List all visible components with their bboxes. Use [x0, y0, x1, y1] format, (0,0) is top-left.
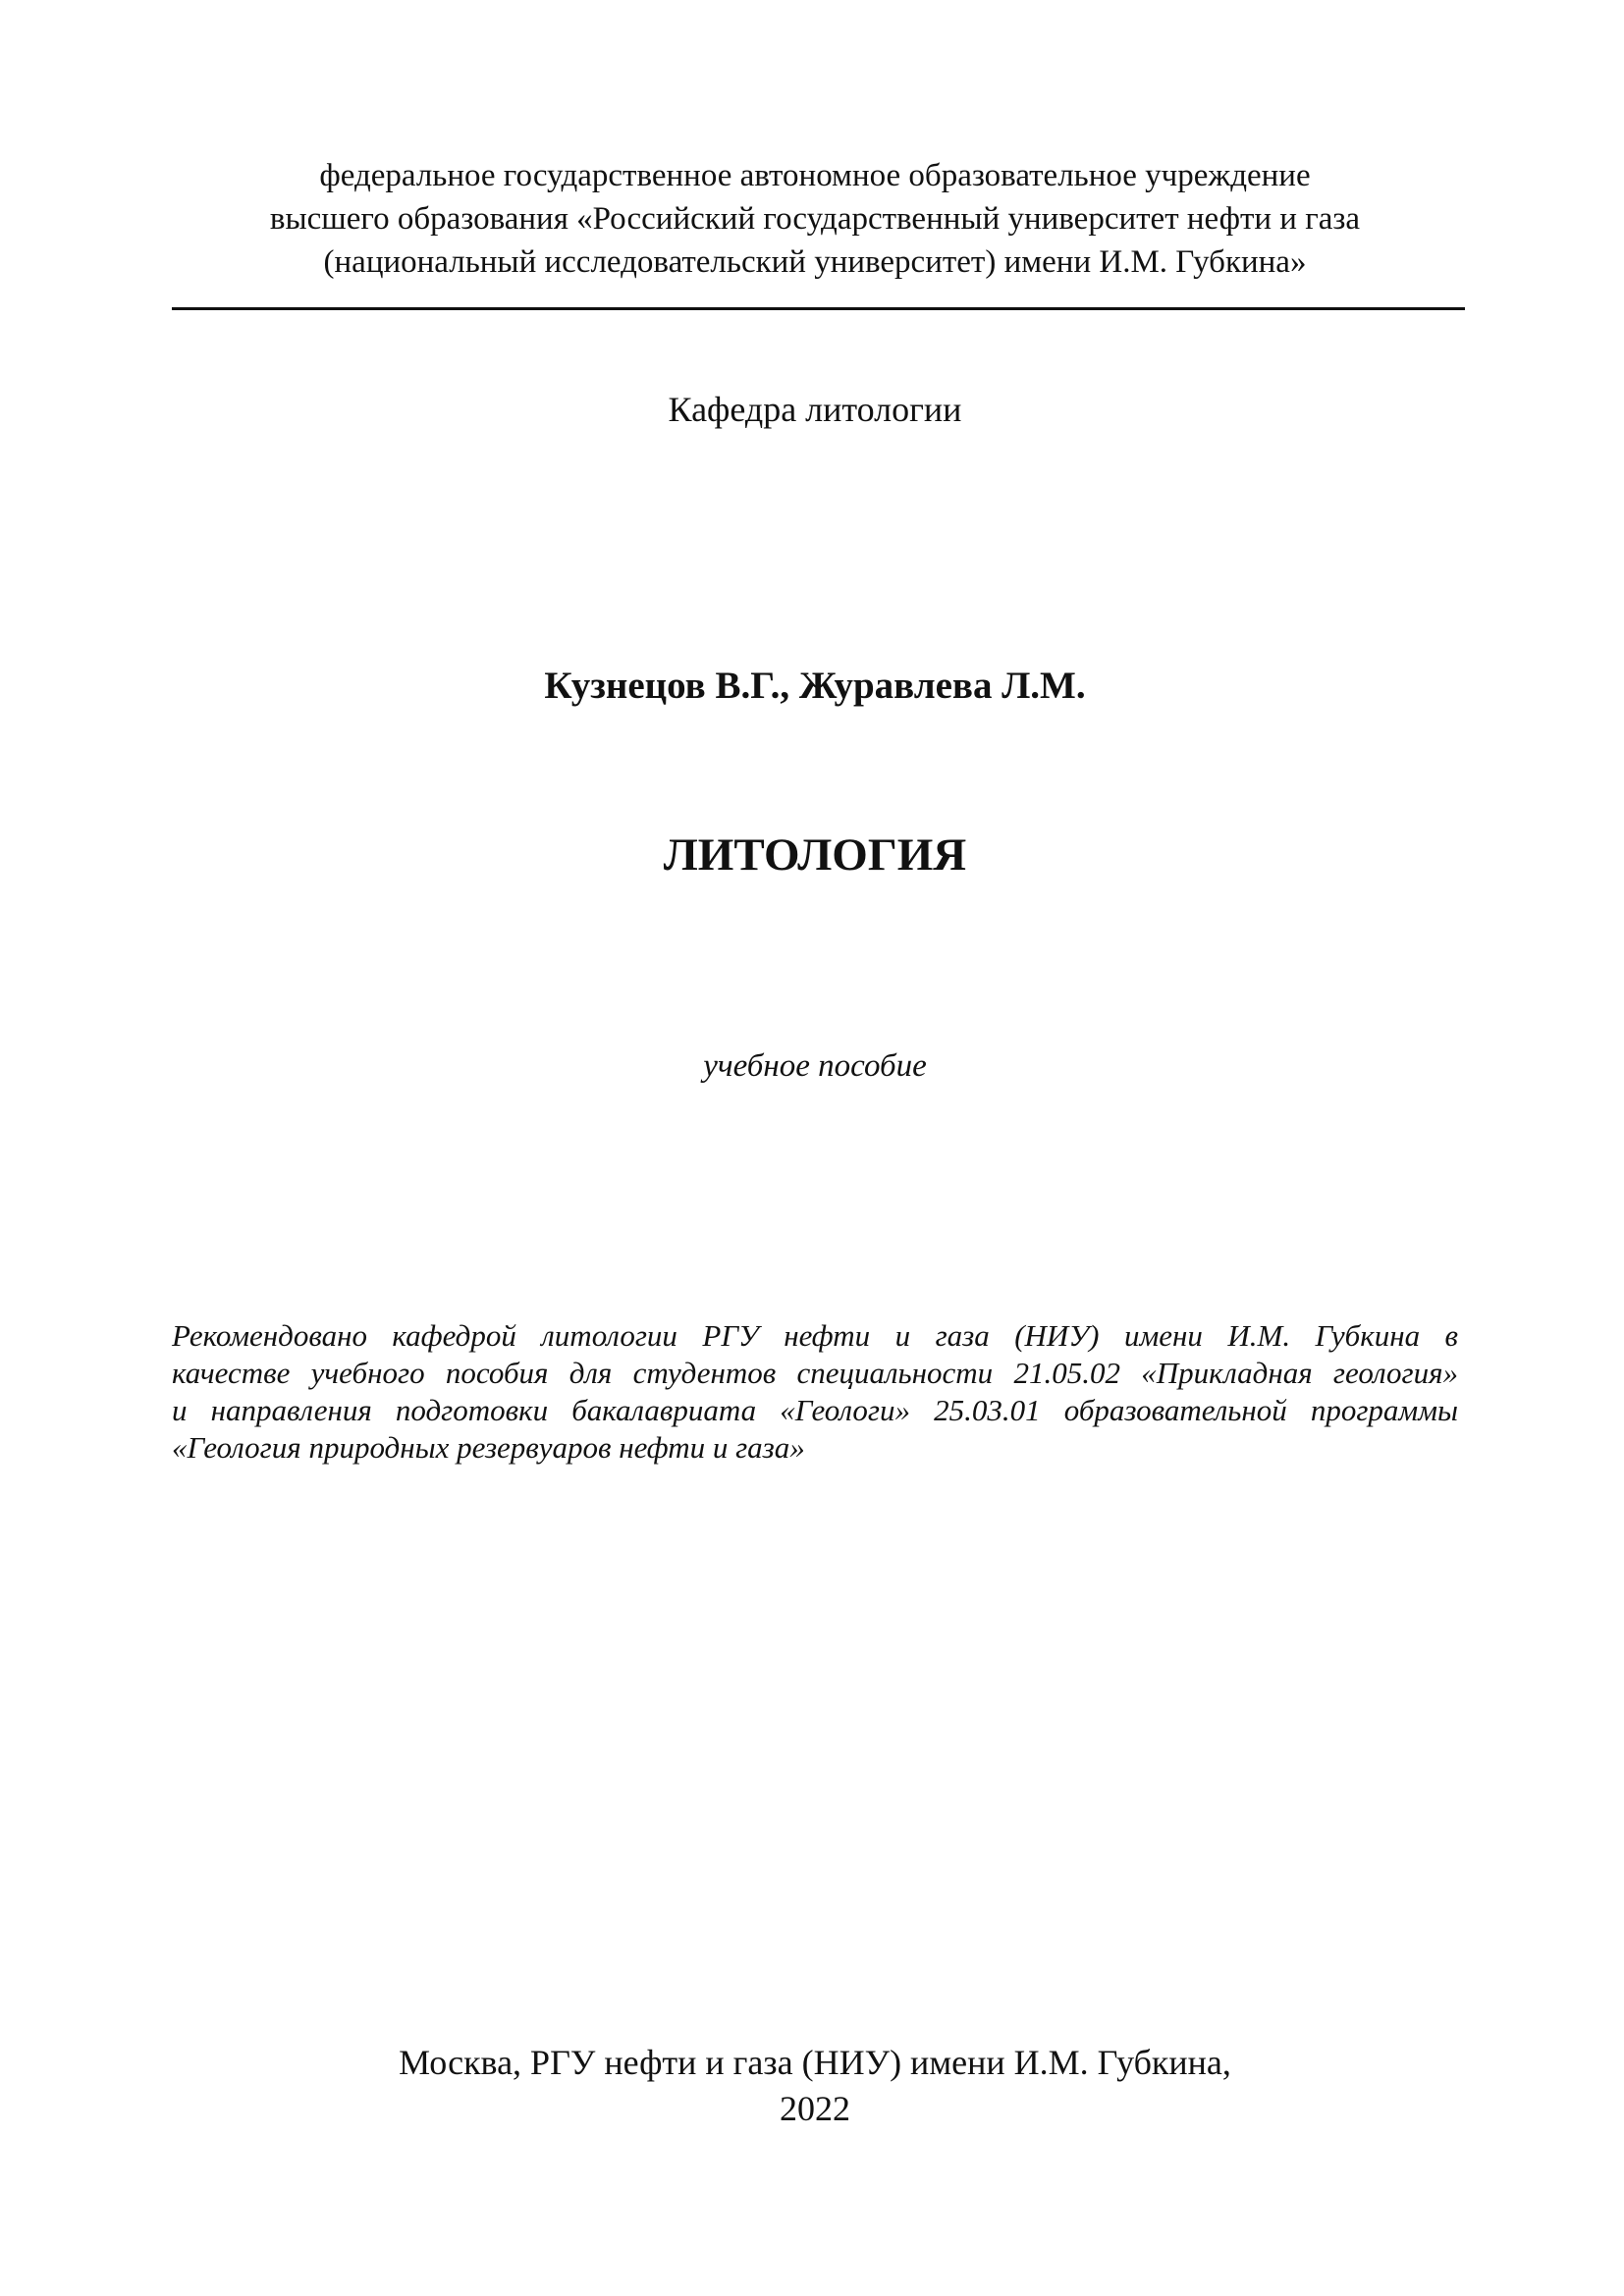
book-title: ЛИТОЛОГИЯ — [663, 829, 967, 881]
recommendation-line-2: качестве учебного пособия для студентов специальности 21.05.02 «Прикладная геология» — [172, 1356, 1458, 1390]
authors: Кузнецов В.Г., Журавлева Л.М. — [544, 665, 1086, 707]
imprint — [172, 2040, 1458, 2132]
recommendation-note — [172, 1317, 1458, 1467]
institution-header — [172, 154, 1458, 284]
institution-line-2: высшего образования «Российский государственный университет нефти и газа — [269, 201, 1361, 237]
recommendation-line-1: Рекомендовано кафедрой литологии РГУ нефти и газа (НИУ) имени И.М. Губкина в — [172, 1318, 1458, 1353]
imprint-year: 2022 — [780, 2089, 850, 2128]
recommendation-line-3: и направления подготовки бакалавриата «Геологи» 25.03.01 образовательной программы — [172, 1393, 1458, 1427]
institution-line-3: (национальный исследовательский университет) имени И.М. Губкина» — [323, 244, 1307, 280]
book-subtitle: учебное пособие — [703, 1048, 927, 1084]
recommendation-line-4: «Геология природных резервуаров нефти и газа» — [172, 1430, 805, 1465]
department-name: Кафедра литологии — [668, 390, 962, 429]
header-divider — [172, 307, 1465, 310]
institution-line-1: федеральное государственное автономное образовательное учреждение — [319, 158, 1311, 193]
imprint-place-publisher: Москва, РГУ нефти и газа (НИУ) имени И.М. Губкина, — [399, 2043, 1231, 2082]
